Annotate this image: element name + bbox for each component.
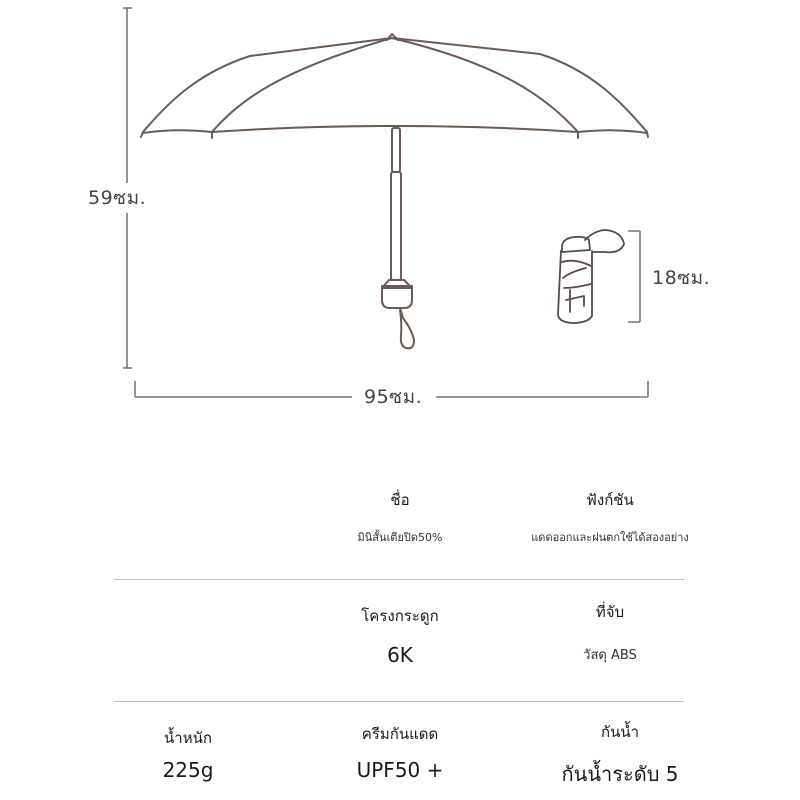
handle-value: วัสดุ ABS [583, 648, 637, 663]
lower-shaft [391, 172, 401, 280]
folded-strap [585, 230, 624, 252]
name-label: ชื่อ [390, 491, 410, 509]
height-label: 59ซม. [88, 183, 146, 213]
rib-tip-1 [141, 132, 143, 137]
strap [400, 308, 414, 348]
function-value: แดดออกและฝนตกใช้ได้สองอย่าง [531, 531, 689, 544]
handle-label: ที่จับ [595, 603, 625, 621]
folded-fold-3 [564, 284, 591, 288]
folded-fold-1 [562, 261, 591, 266]
folded-fold-2 [563, 268, 586, 278]
waterproof-label: กันน้ำ [600, 723, 639, 741]
folded-length-label: 18ซม. [652, 263, 710, 293]
upper-shaft [392, 128, 400, 172]
divider-1 [114, 579, 684, 580]
sunscreen-label: ครีมกันแดด [361, 725, 439, 743]
sunscreen-value: UPF50 + [356, 758, 444, 782]
weight-value: 225g [162, 758, 214, 782]
waterproof-value: กันน้ำระดับ 5 [561, 762, 679, 786]
weight-label: น้ำหนัก [164, 729, 212, 747]
frame-label: โครงกระดูก [361, 607, 439, 625]
canopy-rib-right [392, 38, 578, 132]
width-label: 95ซม. [364, 382, 422, 412]
frame-value: 6K [387, 643, 413, 667]
folded-fold-4 [566, 296, 584, 306]
divider-2 [114, 701, 684, 702]
canopy-outline [143, 38, 647, 132]
rib-tip-4 [647, 132, 648, 137]
name-value: มินิสั้นเตียปิด50% [357, 531, 443, 544]
function-label: ฟังก์ชัน [586, 491, 634, 509]
folded-dimension-line [628, 231, 640, 322]
handle [382, 286, 412, 308]
canopy-rib-left [212, 38, 392, 132]
